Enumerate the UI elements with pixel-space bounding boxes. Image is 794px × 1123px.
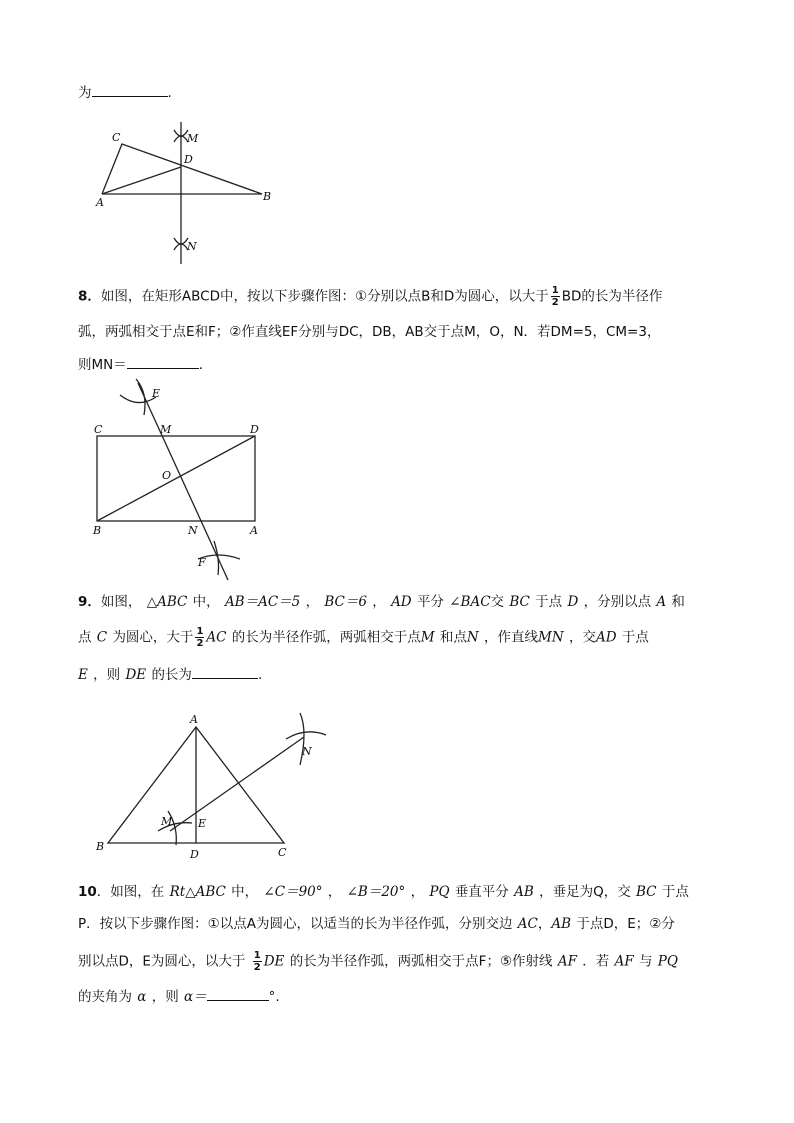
q8-text-3a: 则MN＝ (78, 357, 127, 373)
q10-t: ．如图，在 (96, 884, 165, 900)
q9-t: 和点 (439, 629, 467, 646)
q10-m: BC (636, 884, 657, 900)
q10-t: ．若 (582, 953, 610, 970)
fig8-label-E: E (152, 387, 161, 400)
q9-t: 于点 (535, 594, 563, 610)
q9-t: ，则 (93, 667, 121, 683)
q9-m: AC (206, 629, 227, 646)
q10-t: ， (410, 884, 425, 900)
fig9-line-MN (170, 737, 304, 831)
q9-t: 和 (671, 594, 685, 610)
fig7-label-D: D (184, 153, 193, 166)
q8-text-1b: BD的长为半径作 (561, 288, 663, 305)
q9-t: . (257, 667, 263, 683)
q9-m: N (466, 629, 479, 646)
q10-m: AF (614, 953, 634, 970)
q9-m: AD (391, 594, 412, 610)
q9-fraction (195, 626, 204, 649)
q8-number: 8． (78, 288, 101, 305)
fig9-label-D: D (190, 848, 199, 861)
q10-m: α＝ (184, 989, 207, 1005)
fig8-label-D: D (250, 423, 259, 436)
q10-t: ， (327, 884, 342, 900)
q9-t: 中， (192, 594, 220, 610)
fig7-segment-ACB (102, 144, 262, 194)
q10-t: 别以点D，E为圆心，以大于 (78, 953, 246, 970)
fig7-segment-AD (102, 167, 181, 194)
q10-line-3 (78, 950, 678, 973)
fig9-label-C: C (278, 846, 287, 859)
q10-t: ，则 (151, 989, 179, 1005)
q9-line-1 (78, 592, 685, 612)
q10-t: °. (268, 989, 280, 1005)
q9-m: ABC (157, 594, 188, 610)
q10-t: P．按以下步骤作图：①以点A为圆心，以适当的长为半径作弧，分别交边 (78, 916, 513, 932)
q10-fraction (253, 950, 262, 973)
q8-line-3 (78, 354, 212, 375)
figure-8 (90, 375, 280, 590)
q9-m: BC＝6 (324, 594, 367, 610)
q9-m: ∠BAC (449, 594, 491, 610)
fig9-label-E: E (198, 817, 207, 830)
q9-line-2 (78, 626, 649, 649)
fig8-arc-E2 (136, 379, 145, 415)
fig8-label-F: F (198, 556, 206, 569)
fig7-label-A: A (96, 196, 104, 209)
q9-t: ， (305, 594, 320, 610)
q10-m: AF (557, 953, 577, 970)
q7-suffix: . (167, 85, 172, 101)
q8-fraction (551, 285, 560, 308)
q10-m: DE (263, 953, 285, 970)
q9-t: 的长为半径作弧，两弧相交于点 (231, 629, 421, 646)
q9-t: ，分别以点 (583, 594, 652, 610)
q10-m: PQ (429, 884, 450, 900)
figure-9 (90, 705, 350, 870)
q10-t: 中， (231, 884, 259, 900)
q10-t: 的长为半径作弧，两弧相交于点F；⑤作射线 (289, 953, 553, 970)
q9-m: MN (538, 629, 564, 646)
q10-m: AB (514, 884, 534, 900)
fig8-arc-E1 (120, 395, 156, 403)
q8-frac-num: 1 (551, 285, 559, 296)
q9-t: ，交 (568, 629, 596, 646)
q9-m: M (420, 629, 435, 646)
q10-t: △ (185, 884, 196, 900)
q9-t: 的长为 (151, 667, 192, 683)
q9-answer-blank[interactable] (192, 664, 258, 679)
q9-m: C (96, 629, 108, 646)
q9-t: 如图， (100, 594, 142, 610)
q10-m: Rt (169, 884, 186, 900)
q7-answer-blank[interactable] (92, 82, 168, 97)
fig9-arc-N1 (286, 732, 326, 739)
fig7-label-N: N (187, 240, 197, 253)
q9-m: A (656, 594, 667, 610)
q10-t: ，垂足为Q，交 (539, 884, 631, 900)
q10-t: ， (537, 916, 552, 932)
fig9-label-M: M (161, 815, 173, 828)
q9-m: D (567, 594, 579, 610)
fig8-label-N: N (188, 524, 198, 537)
q7-tail (78, 82, 172, 103)
q9-t: △ (146, 594, 158, 610)
q9-t: 为圆心，大于 (112, 629, 194, 646)
q9-m: AD (595, 629, 617, 646)
q8-answer-blank[interactable] (127, 354, 199, 369)
q9-frac-den: 2 (196, 638, 204, 649)
fig8-line-EF (138, 383, 228, 580)
q10-frac-num: 1 (253, 950, 261, 961)
q10-t: 与 (639, 953, 653, 970)
q10-m: α (137, 989, 147, 1005)
fig8-arc-F2 (214, 541, 219, 575)
fig8-label-O: O (162, 469, 172, 482)
q10-t: 于点D，E；②分 (576, 916, 675, 932)
q10-line-2 (78, 914, 675, 934)
q10-m: AC (517, 916, 538, 932)
figure-7 (90, 112, 290, 272)
fig9-label-N: N (302, 745, 312, 758)
fig8-label-C: C (94, 423, 103, 436)
q10-m: ∠B＝20° (346, 884, 406, 900)
q8-line-1 (78, 285, 662, 308)
q9-m: AB＝AC＝5 (224, 594, 301, 610)
q10-m: ∠C＝90° (263, 884, 323, 900)
q9-number: 9． (78, 594, 101, 610)
fig7-label-M: M (187, 132, 199, 145)
fig8-label-M: M (160, 423, 172, 436)
q8-text-1a: 如图，在矩形ABCD中，按以下步骤作图：①分别以点B和D为圆心，以大于 (100, 288, 549, 305)
q9-t: ，作直线 (484, 629, 539, 646)
q10-t: 的夹角为 (78, 989, 132, 1005)
q10-t: 于点 (661, 884, 689, 900)
q10-frac-den: 2 (253, 962, 261, 973)
q9-line-3 (78, 664, 262, 685)
q8-line-2: 弧，两弧相交于点E和F；②作直线EF分别与DC，DB，AB交于点M，O，N．若DM=5，CM=3， (78, 324, 661, 340)
fig8-diagonal-BD (97, 436, 255, 521)
q10-m: ABC (195, 884, 226, 900)
fig8-label-B: B (93, 524, 102, 537)
q7-prefix: 为 (78, 85, 92, 101)
q10-t: 垂直平分 (454, 884, 509, 900)
q9-t: 交 (490, 594, 505, 610)
fig8-label-A: A (250, 524, 258, 537)
q10-line-1 (78, 882, 689, 902)
q9-m: BC (509, 594, 530, 610)
q10-number: 10 (78, 884, 97, 900)
q9-frac-num: 1 (196, 626, 204, 637)
q9-m: DE (125, 667, 147, 683)
q10-m: AB (551, 916, 572, 932)
q9-t: 平分 (416, 594, 444, 610)
q10-line-4 (78, 986, 280, 1007)
fig9-label-B: B (96, 840, 105, 853)
q10-answer-blank[interactable] (207, 986, 269, 1001)
fig7-label-B: B (263, 190, 272, 203)
q9-t: 于点 (621, 629, 649, 646)
fig7-label-C: C (112, 131, 121, 144)
q9-t: 点 (78, 629, 92, 646)
q10-m: PQ (657, 953, 678, 970)
q9-m: E (78, 667, 88, 683)
fig9-label-A: A (190, 713, 198, 726)
q9-t: ， (372, 594, 386, 610)
q8-text-3b: ． (198, 357, 213, 373)
q8-frac-den: 2 (551, 297, 559, 308)
